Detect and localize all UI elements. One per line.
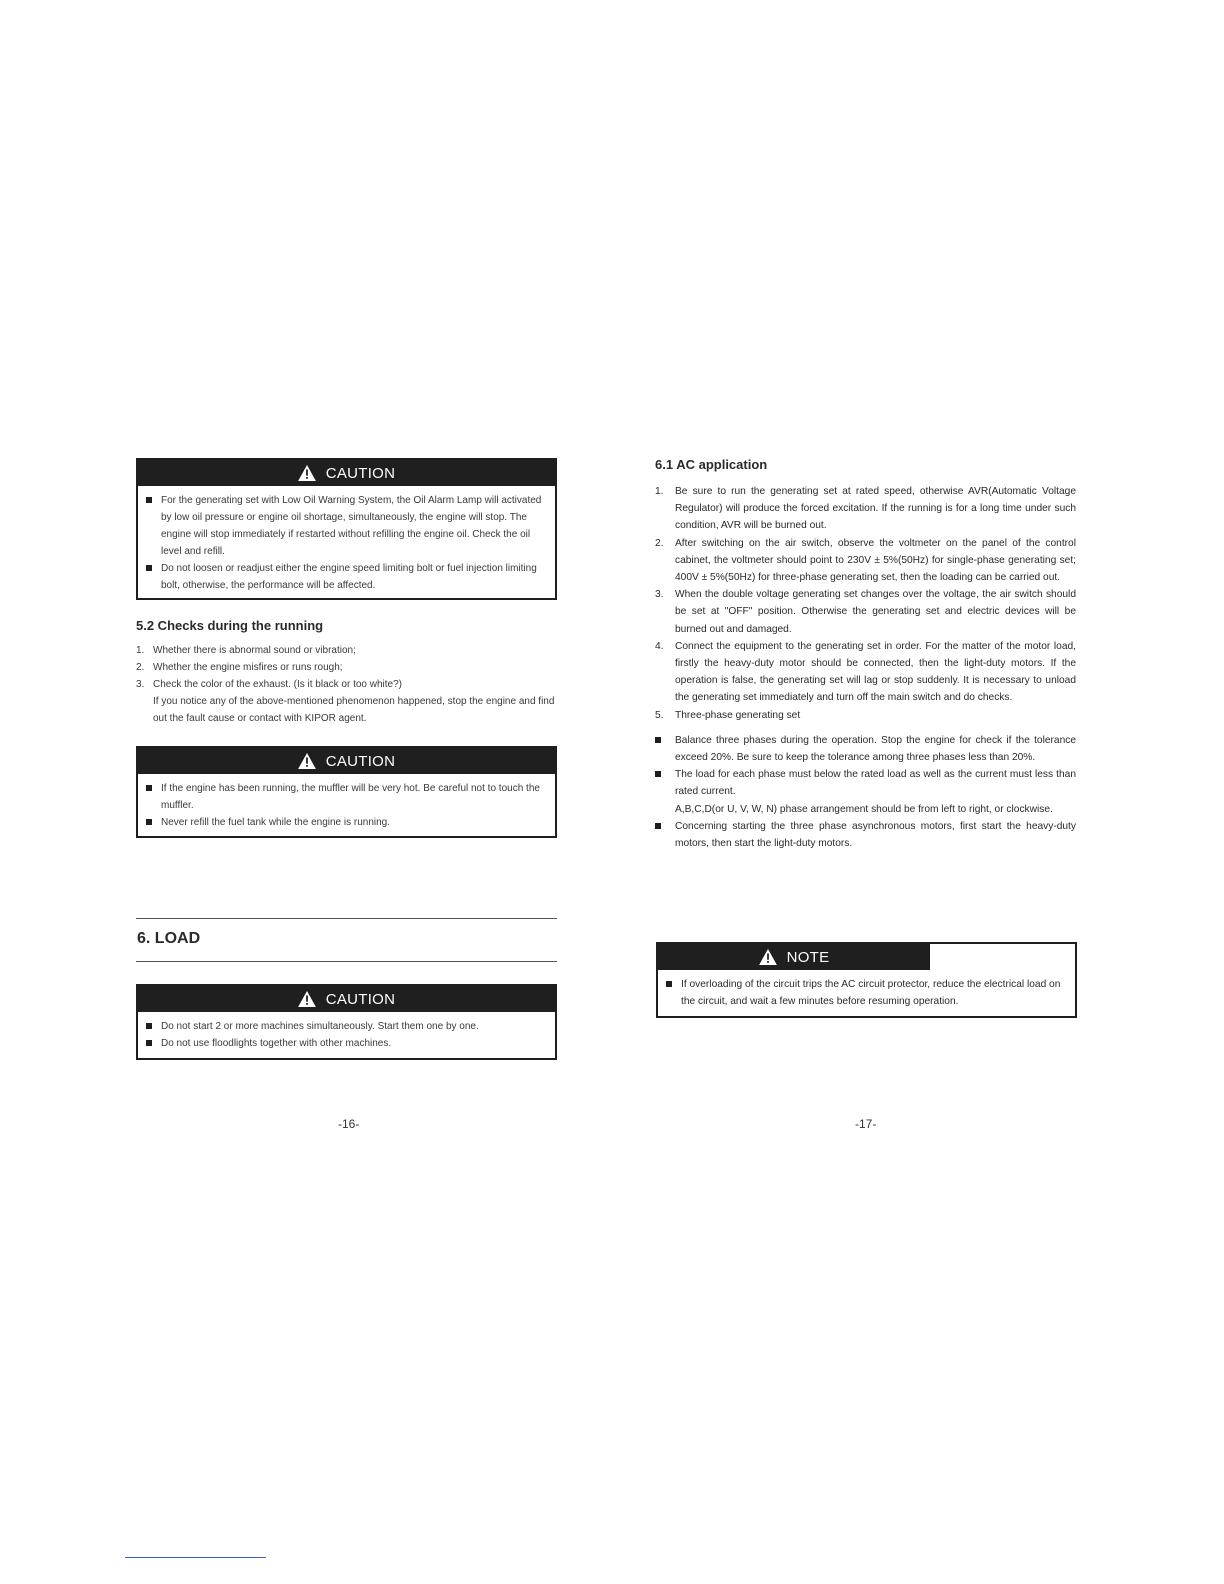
caution-box-3 (136, 984, 557, 1060)
warning-triangle-icon (298, 465, 316, 481)
square-bullet-icon (666, 981, 672, 987)
warning-triangle-icon (298, 991, 316, 1007)
list-item: 1. Whether there is abnormal sound or vibration; (136, 645, 356, 656)
load-rule-bottom (136, 961, 557, 962)
caution-box-2 (136, 746, 557, 838)
load-heading: 6. LOAD (137, 930, 201, 947)
caution-title: CAUTION (325, 990, 396, 1008)
note-box (656, 942, 1077, 1018)
list-item: 2. After switching on the air switch, observe the voltmeter on the panel of the control cabinet, the voltmeter should point to 230V ± 5%(50Hz) for single-phase generating set; 400V ± 5%(50Hz) for three-phase generating set, then the loading can be carried out. (655, 537, 1076, 584)
list-item: 2. Whether the engine misfires or runs rough; (136, 662, 343, 673)
caution-item: For the generating set with Low Oil Warning System, the Oil Alarm Lamp will activated by low oil pressure or engine oil shortage, simultaneously, the engine will stop. The engine will stop immediately if restarted without refilling the engine oil. Check the oil level and refill. (146, 492, 547, 560)
page-number: -17- (855, 1117, 877, 1131)
caution-item: Do not use floodlights together with other machines. (146, 1035, 547, 1052)
square-bullet-icon (146, 497, 152, 503)
caution-box-1 (136, 458, 557, 600)
square-bullet-icon (146, 785, 152, 791)
section-heading-ac: 6.1 AC application (655, 457, 768, 472)
square-bullet-icon (146, 1040, 152, 1046)
square-bullet-icon (655, 737, 661, 743)
bullet-item: The load for each phase must below the rated load as well as the current must less than rated current. (655, 766, 1076, 800)
caution-header (138, 748, 555, 774)
caution-item: If the engine has been running, the muffler will be very hot. Be careful not to touch the muffler. (146, 780, 547, 814)
caution-item: Do not loosen or readjust either the engine speed limiting bolt or fuel injection limiting bolt, otherwise, the performance will be affected. (146, 560, 547, 594)
square-bullet-icon (146, 565, 152, 571)
arrangement-note: A,B,C,D(or U, V, W, N) phase arrangement should be from left to right, or clockwise. (675, 803, 1053, 815)
checks-list (136, 642, 557, 727)
note-title: NOTE (786, 948, 830, 966)
caution-title: CAUTION (325, 752, 396, 770)
note-item: If overloading of the circuit trips the AC circuit protector, reduce the electrical load on the circuit, and wait a few minutes before resuming operation. (666, 976, 1067, 1010)
warning-triangle-icon (298, 753, 316, 769)
note-header (658, 944, 930, 970)
load-rule-top (136, 918, 557, 919)
warning-triangle-icon (759, 949, 777, 965)
caution-header (138, 460, 555, 486)
bullet-item: Concerning starting the three phase asynchronous motors, first start the heavy-duty motors, then start the light-duty motors. (655, 818, 1076, 852)
square-bullet-icon (146, 819, 152, 825)
caution-title: CAUTION (325, 464, 396, 482)
bullet-item: Balance three phases during the operation. Stop the engine for check if the tolerance exceed 20%. Be sure to keep the tolerance among three phases less than 20%. (655, 732, 1076, 766)
footer-divider (125, 1557, 266, 1558)
checks-note: If you notice any of the above-mentioned phenomenon happened, stop the engine and find out the fault cause or contact with KIPOR agent. (153, 696, 555, 724)
caution-header (138, 986, 555, 1012)
square-bullet-icon (655, 771, 661, 777)
square-bullet-icon (655, 823, 661, 829)
list-item: 3. When the double voltage generating set changes over the voltage, the air switch should be set at "OFF" position. Otherwise the generating set and electric devices will be burned out and damaged. (655, 589, 1076, 635)
square-bullet-icon (146, 1023, 152, 1029)
page-number: -16- (338, 1117, 360, 1131)
list-item: 5. Three-phase generating set (655, 709, 801, 721)
list-item: 3. Check the color of the exhaust. (Is it black or too white?) (136, 679, 403, 690)
ac-list (655, 483, 1076, 852)
list-item: 4. Connect the equipment to the generating set in order. For the matter of the motor load, firstly the heavy-duty motor should be connected, then the light-duty motors. If the operation is false, the generating set will lag or stop suddenly. It is necessary to unload the generating set immediately and turn off the main switch and do checks. (655, 640, 1076, 704)
caution-item: Do not start 2 or more machines simultaneously. Start them one by one. (146, 1018, 547, 1035)
section-heading-checks: 5.2 Checks during the running (136, 618, 324, 633)
list-item: 1. Be sure to run the generating set at rated speed, otherwise AVR(Automatic Voltage Regulator) will produce the forced excitation. If the running is for a long time under such condition, AVR will be burned out. (655, 486, 1076, 532)
caution-item: Never refill the fuel tank while the engine is running. (146, 814, 547, 831)
